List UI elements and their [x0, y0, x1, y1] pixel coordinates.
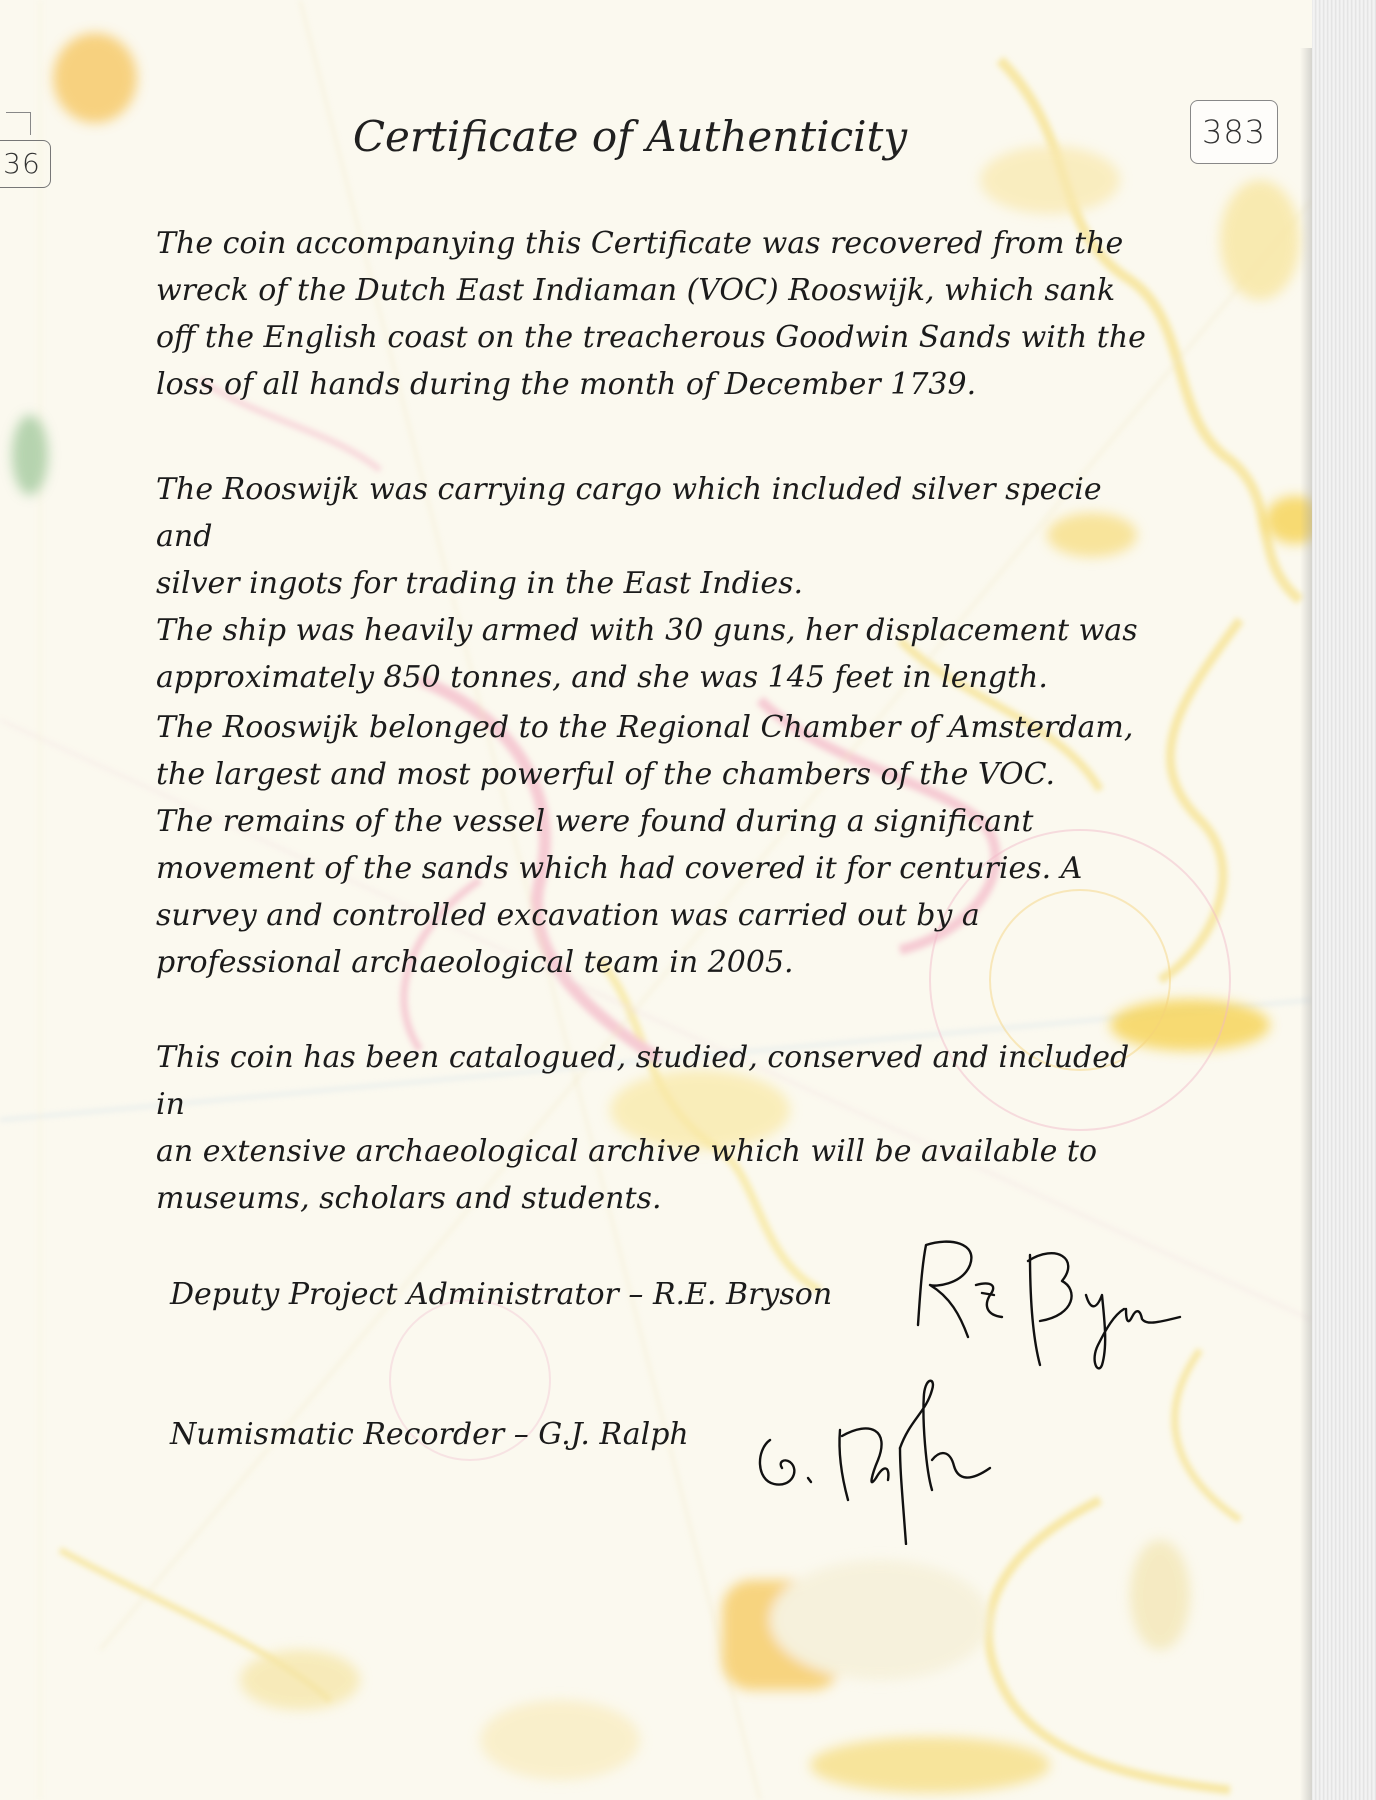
left-tab-note: 36	[0, 140, 51, 188]
tab-left-mark	[6, 112, 31, 135]
paragraph-chamber: The Rooswijk belonged to the Regional Chamber of Amsterdam, the largest and most powerful of the chambers of the VOC. The remains of the vessel were found during a significant movement of the sands which had covered it for centuries. A survey and controlled excavation was carried out by a professional archaeological team in 2005.	[156, 710, 1134, 980]
right-tab-note: 383	[1190, 100, 1278, 164]
scanner-edge-strip	[1312, 0, 1376, 1800]
paragraph-archive: This coin has been catalogued, studied, conserved and included in an extensive archaeological archive which will be available to museums, scholars and students.	[156, 1040, 1130, 1216]
numismatic-recorder-label: Numismatic Recorder – G.J. Ralph	[170, 1417, 689, 1452]
paragraph-recovery: The coin accompanying this Certificate was recovered from the wreck of the Dutch East Indiaman (VOC) Rooswijk, which sank off the English coast on the treacherous Goodwin Sands with the loss of all hands during the month of December 1739.	[156, 226, 1146, 402]
paragraph-cargo: The Rooswijk was carrying cargo which included silver specie and silver ingots for trading in the East Indies. The ship was heavily armed with 30 guns, her displacement was approximately 850 tonnes, and she was 145 feet in length.	[156, 472, 1138, 695]
deputy-administrator-label: Deputy Project Administrator – R.E. Bryson	[170, 1277, 833, 1312]
certificate-title: Certificate of Authenticity	[352, 112, 908, 161]
ralph-signature	[750, 1350, 1030, 1545]
